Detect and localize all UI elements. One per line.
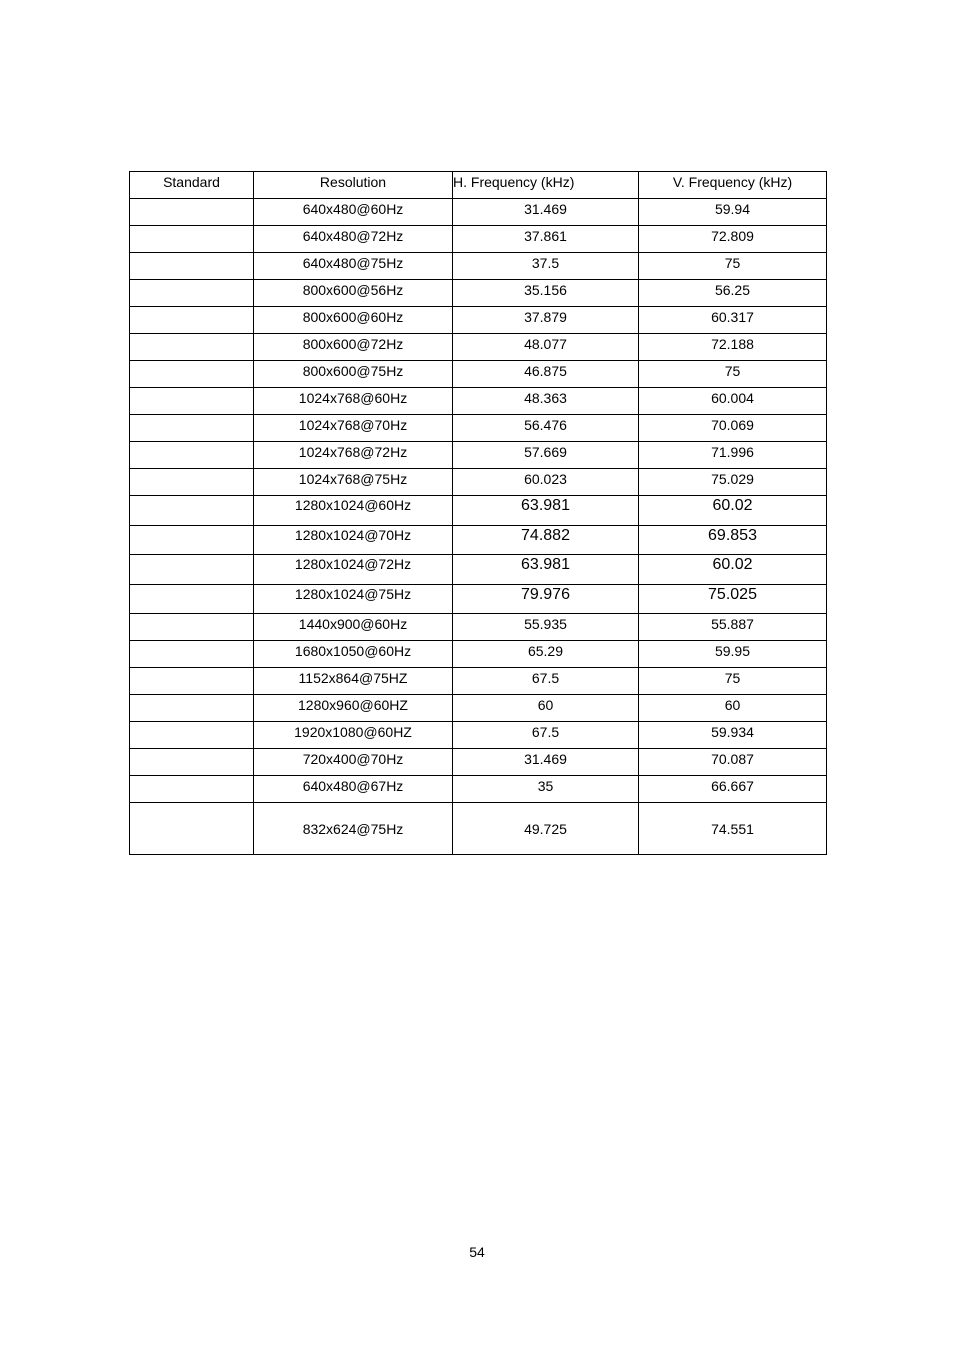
cell-h-frequency: 65.29 [453,641,639,668]
cell-standard [130,668,254,695]
cell-resolution: 1280x1024@72Hz [254,555,453,585]
cell-standard [130,388,254,415]
page-number: 54 [469,1244,485,1260]
table-row [130,334,827,361]
table-row [130,641,827,668]
cell-standard [130,803,254,855]
table-header [130,172,827,199]
cell-h-frequency: 79.976 [453,584,639,614]
cell-h-frequency: 63.981 [453,555,639,585]
cell-h-frequency: 74.882 [453,525,639,555]
header-standard: Standard [130,172,254,199]
cell-v-frequency: 60.02 [639,555,827,585]
cell-standard [130,584,254,614]
table-row [130,253,827,280]
table-row [130,496,827,526]
table-row [130,469,827,496]
cell-v-frequency: 60 [639,695,827,722]
cell-resolution: 800x600@72Hz [254,334,453,361]
table-row [130,280,827,307]
table-row [130,695,827,722]
cell-h-frequency: 31.469 [453,199,639,226]
cell-v-frequency: 72.188 [639,334,827,361]
cell-standard [130,361,254,388]
table-body [130,199,827,855]
cell-resolution: 1280x1024@75Hz [254,584,453,614]
cell-resolution: 1440x900@60Hz [254,614,453,641]
cell-standard [130,614,254,641]
cell-resolution: 1024x768@72Hz [254,442,453,469]
cell-resolution: 640x480@60Hz [254,199,453,226]
table-row [130,803,827,855]
table-row [130,442,827,469]
cell-v-frequency: 74.551 [639,803,827,855]
cell-standard [130,722,254,749]
cell-h-frequency: 35.156 [453,280,639,307]
cell-v-frequency: 75 [639,253,827,280]
table-row [130,307,827,334]
cell-standard [130,776,254,803]
header-h-frequency: H. Frequency (kHz) [453,172,639,199]
cell-standard [130,749,254,776]
cell-standard [130,442,254,469]
cell-v-frequency: 75.029 [639,469,827,496]
cell-v-frequency: 60.004 [639,388,827,415]
cell-resolution: 1280x960@60HZ [254,695,453,722]
cell-standard [130,253,254,280]
cell-h-frequency: 46.875 [453,361,639,388]
cell-resolution: 800x600@56Hz [254,280,453,307]
cell-h-frequency: 56.476 [453,415,639,442]
cell-v-frequency: 60.317 [639,307,827,334]
cell-resolution: 1152x864@75HZ [254,668,453,695]
cell-standard [130,307,254,334]
table-row [130,361,827,388]
cell-h-frequency: 31.469 [453,749,639,776]
cell-h-frequency: 63.981 [453,496,639,526]
cell-h-frequency: 57.669 [453,442,639,469]
header-resolution: Resolution [254,172,453,199]
table-row [130,388,827,415]
cell-standard [130,555,254,585]
cell-v-frequency: 69.853 [639,525,827,555]
cell-standard [130,525,254,555]
table-row [130,415,827,442]
cell-v-frequency: 72.809 [639,226,827,253]
table-row [130,722,827,749]
cell-h-frequency: 67.5 [453,668,639,695]
cell-h-frequency: 35 [453,776,639,803]
table-row [130,584,827,614]
cell-resolution: 1024x768@70Hz [254,415,453,442]
table-row [130,525,827,555]
cell-h-frequency: 37.861 [453,226,639,253]
table-row [130,776,827,803]
cell-h-frequency: 37.5 [453,253,639,280]
cell-resolution: 1024x768@75Hz [254,469,453,496]
cell-resolution: 640x480@72Hz [254,226,453,253]
cell-h-frequency: 60 [453,695,639,722]
cell-standard [130,199,254,226]
cell-standard [130,226,254,253]
cell-standard [130,280,254,307]
cell-h-frequency: 48.363 [453,388,639,415]
table-row [130,614,827,641]
cell-resolution: 640x480@67Hz [254,776,453,803]
header-v-frequency: V. Frequency (kHz) [639,172,827,199]
cell-standard [130,334,254,361]
cell-h-frequency: 67.5 [453,722,639,749]
header-row [130,172,827,199]
cell-resolution: 800x600@75Hz [254,361,453,388]
cell-h-frequency: 37.879 [453,307,639,334]
timing-table [129,171,827,855]
cell-standard [130,496,254,526]
table-row [130,226,827,253]
cell-v-frequency: 75 [639,668,827,695]
cell-v-frequency: 59.934 [639,722,827,749]
cell-resolution: 720x400@70Hz [254,749,453,776]
cell-v-frequency: 70.087 [639,749,827,776]
table-row [130,749,827,776]
cell-standard [130,415,254,442]
cell-standard [130,695,254,722]
cell-resolution: 1680x1050@60Hz [254,641,453,668]
cell-v-frequency: 55.887 [639,614,827,641]
cell-resolution: 800x600@60Hz [254,307,453,334]
cell-v-frequency: 59.95 [639,641,827,668]
cell-v-frequency: 66.667 [639,776,827,803]
cell-h-frequency: 48.077 [453,334,639,361]
cell-resolution: 1280x1024@60Hz [254,496,453,526]
cell-v-frequency: 75 [639,361,827,388]
cell-resolution: 832x624@75Hz [254,803,453,855]
table-row [130,199,827,226]
cell-v-frequency: 60.02 [639,496,827,526]
table-row [130,668,827,695]
cell-v-frequency: 71.996 [639,442,827,469]
cell-standard [130,469,254,496]
cell-h-frequency: 55.935 [453,614,639,641]
cell-v-frequency: 70.069 [639,415,827,442]
cell-h-frequency: 60.023 [453,469,639,496]
cell-resolution: 640x480@75Hz [254,253,453,280]
cell-standard [130,641,254,668]
cell-v-frequency: 75.025 [639,584,827,614]
cell-v-frequency: 56.25 [639,280,827,307]
cell-resolution: 1280x1024@70Hz [254,525,453,555]
cell-h-frequency: 49.725 [453,803,639,855]
cell-resolution: 1920x1080@60HZ [254,722,453,749]
cell-v-frequency: 59.94 [639,199,827,226]
table-row [130,555,827,585]
cell-resolution: 1024x768@60Hz [254,388,453,415]
